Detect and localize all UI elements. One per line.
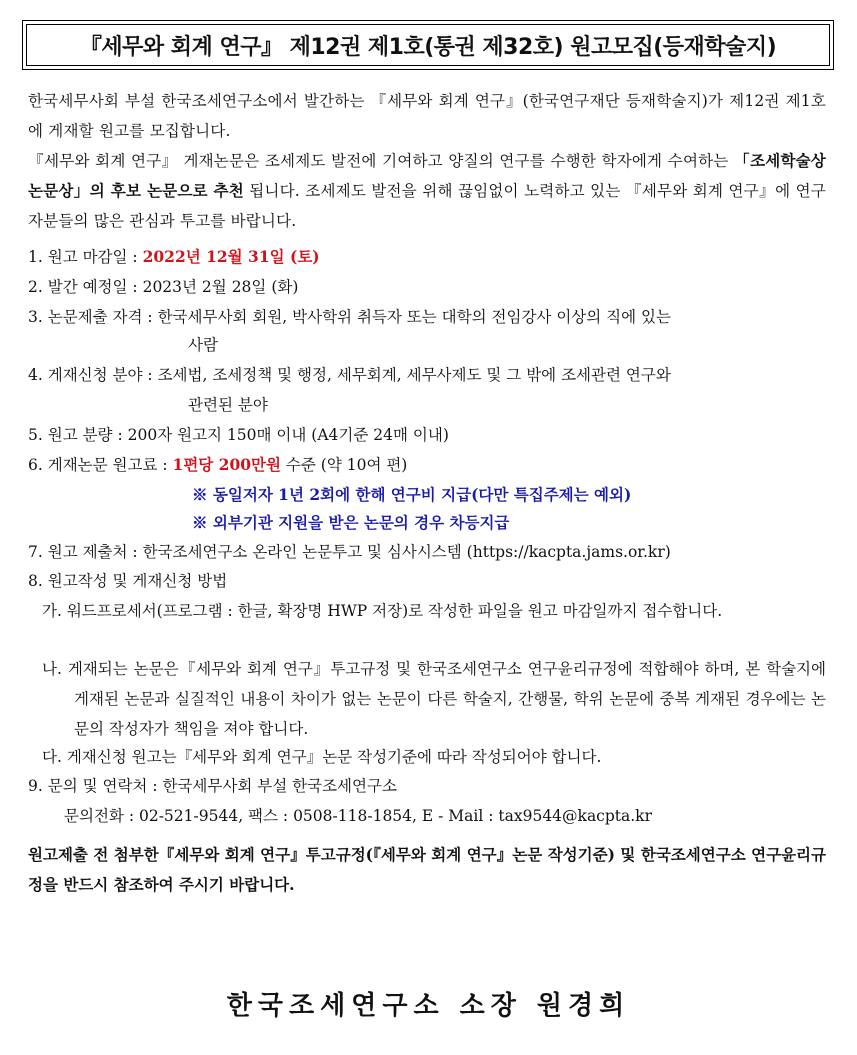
method-na <box>42 654 826 744</box>
method-ga-text: 가. 워드프로세서(프로그램 : 한글, 확장명 HWP 저장)로 작성한 파일을 원고 마감일까지 접수합니다. <box>42 602 723 620</box>
item-fields <box>28 360 826 390</box>
item-length: 5. 원고 분량 : 200자 원고지 150매 이내 (A4기준 24매 이내) <box>28 426 449 444</box>
intro-paragraph-1: 한국세무사회 부설 한국조세연구소에서 발간하는 『세무와 회계 연구』(한국연구재단 등재학술지)가 제12권 제1호에 게재할 원고를 모집합니다. <box>28 92 826 140</box>
eligibility-value: 한국세무사회 회원, 박사학위 취득자 또는 대학의 전임강사 이상의 직에 있는 <box>157 308 671 326</box>
item-eligibility-cont: 사람 <box>188 336 218 354</box>
item-submission: 7. 원고 제출처 : 한국조세연구소 온라인 논문투고 및 심사시스템 (https://kacpta.jams.or.kr) <box>28 543 671 561</box>
fee-note-2: ※ 외부기관 지원을 받은 논문의 경우 차등지급 <box>192 513 510 532</box>
eligibility-label: 3. 논문제출 자격 : <box>28 308 158 326</box>
fields-label: 4. 게재신청 분야 : <box>28 366 158 384</box>
fee-value: 1편당 200만원 <box>172 455 281 474</box>
fee-label: 6. 게재논문 원고료 : <box>28 456 173 474</box>
fields-value: 조세법, 조세정책 및 행정, 세무회계, 세무사제도 및 그 밖에 조세관련 연구와 <box>157 366 671 384</box>
item-contact: 9. 문의 및 연락처 : 한국세무사회 부설 한국조세연구소 <box>28 777 397 795</box>
item-method: 8. 원고작성 및 게재신청 방법 <box>28 572 228 590</box>
title-box <box>22 20 834 70</box>
page-title: 『세무와 회계 연구』 제12권 제1호(통권 제32호) 원고모집(등재학술지) <box>26 24 830 66</box>
method-da <box>42 742 826 772</box>
contact-details: 문의전화 : 02-521-9544, 팩스 : 0508-118-1854, E - Mail : tax9544@kacpta.kr <box>64 807 652 825</box>
method-ga <box>42 596 826 626</box>
item-eligibility <box>28 302 826 332</box>
item-fee <box>28 450 826 480</box>
intro-p2-start: 『세무와 회계 연구』 게재논문은 조세제도 발전에 기여하고 양질의 연구를 수행한 학자에게 수여하는 <box>28 152 734 170</box>
deadline-label: 1. 원고 마감일 : <box>28 248 143 266</box>
fee-note-1: ※ 동일저자 1년 2회에 한해 연구비 지급(다만 특집주제는 예외) <box>192 485 632 504</box>
item-publish-date: 2. 발간 예정일 : 2023년 2월 28일 (화) <box>28 278 299 296</box>
method-da-text: 다. 게재신청 원고는『세무와 회계 연구』논문 작성기준에 따라 작성되어야 합니다. <box>42 748 602 766</box>
deadline-value: 2022년 12월 31일 (토) <box>142 247 320 266</box>
fee-tail: 수준 (약 10여 편) <box>280 456 408 474</box>
bottom-note: 원고제출 전 첨부한『세무와 회계 연구』투고규정(『세무와 회계 연구』논문 작성기준) 및 한국조세연구소 연구윤리규정을 반드시 참조하여 주시기 바랍니다. <box>28 845 826 894</box>
intro-paragraph-2 <box>28 146 826 236</box>
intro-p2-end: 됩니다. 조세제도 발전을 위해 끊임없이 노력하고 있는 『세무와 회계 연구』에 연구자분들의 많은 관심과 투고를 바랍니다. <box>28 182 826 230</box>
signature: 한국조세연구소 소장 원경희 <box>226 991 631 1021</box>
item-deadline <box>28 242 826 272</box>
award-nomination-text: 「조세학술상 논문상」의 후보 논문으로 추천 <box>28 151 826 200</box>
item-fields-cont: 관련된 분야 <box>188 396 268 414</box>
method-na-text: 나. 게재되는 논문은『세무와 회계 연구』투고규정 및 한국조세연구소 연구윤리규정에 적합해야 하며, 본 학술지에 게재된 논문과 실질적인 내용이 차이가 없는 논문이 다른 학술지, 간행물, 학위 논문에 중복 게재된 경우에는 논문의 작성자가 책임을 져야 합니다. <box>42 660 826 738</box>
